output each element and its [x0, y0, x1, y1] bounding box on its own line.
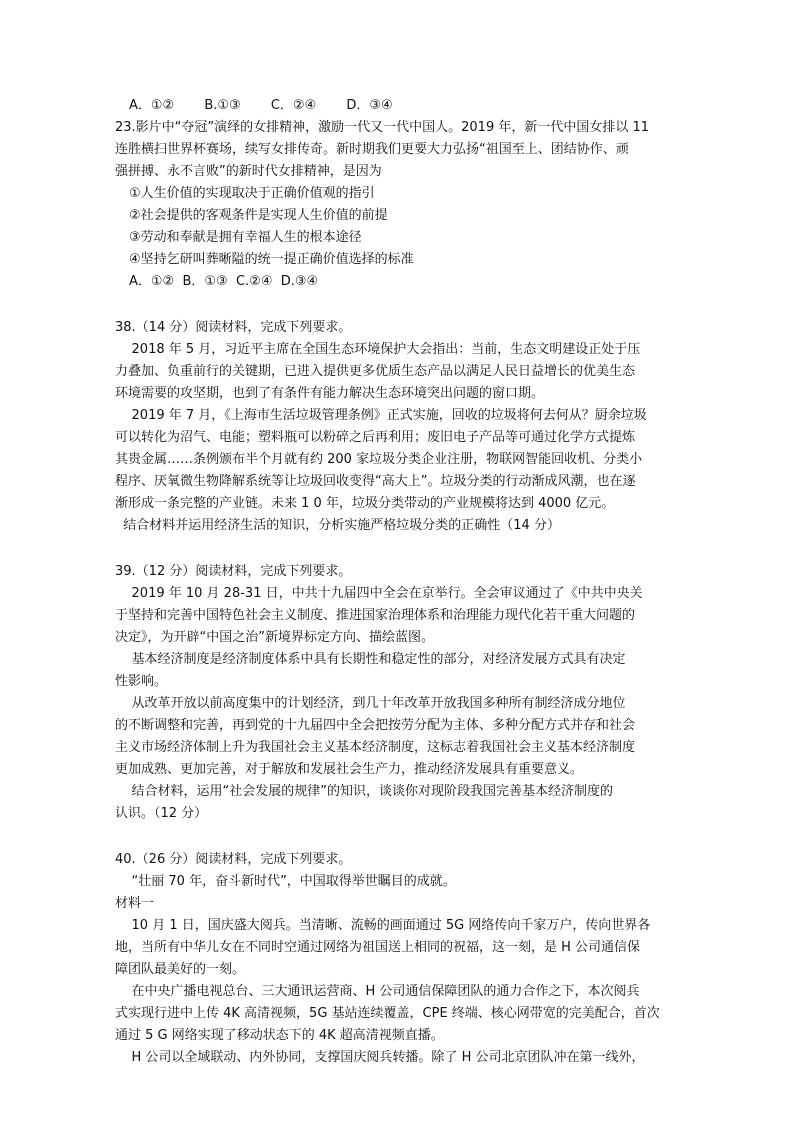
q39-task: 认识。（12 分） — [115, 806, 208, 821]
q40-material-label: 材料一 — [115, 896, 155, 911]
q40-text-line: 通过 5 G 网络实现了移动状态下的 4K 超高清视频直播。 — [115, 1028, 444, 1043]
q39-text-line: 于坚持和完善中国特色社会主义制度、推进国家治理体系和治理能力现代化若干重大问题的 — [115, 608, 636, 623]
exam-page — [115, 95, 685, 1069]
q39-text-line: 2019 年 10 月 28-31 日，中共十九届四中全会在京举行。全会审议通过了《中共中央关 — [115, 586, 643, 601]
q38-text-line: 可以转化为沼气、电能；塑料瓶可以粉碎之后再利用；废旧电子产品等可通过化学方式提炼 — [115, 430, 636, 445]
q23-item: ③劳动和奉献是拥有幸福人生的根本途径 — [129, 230, 362, 245]
q23-stem-line: 强拼搏、永不言败”的新时代女排精神，是因为 — [115, 164, 382, 179]
q40-heading: 40.（26 分）阅读材料，完成下列要求。 — [115, 852, 352, 867]
question-38 — [115, 317, 685, 537]
question-23 — [115, 117, 685, 293]
q39-text-line: 基本经济制度是经济制度体系中具有长期性和稳定性的部分，对经济发展方式具有决定 — [115, 652, 626, 667]
q39-text-line: 主义市场经济体制上升为我国社会主义基本经济制度，这标志着我国社会主义基本经济制度 — [115, 740, 636, 755]
q22-option-b: B.①③ — [204, 98, 241, 113]
q23-stem-line: 连胜横扫世界杯赛场，续写女排传奇。新时期我们更要大力弘扬“祖国至上、团结协作、顽 — [115, 142, 629, 157]
q40-text-line: H 公司以全域联动、内外协同，支撑国庆阅兵转播。除了 H 公司北京团队冲在第一线外， — [115, 1050, 645, 1065]
q38-heading: 38.（14 分）阅读材料，完成下列要求。 — [115, 320, 352, 335]
q38-text-line: 2019 年 7 月，《上海市生活垃圾管理条例》正式实施，回收的垃圾将何去何从？厨余垃圾 — [115, 408, 647, 423]
q22-option-c: C．②④ — [270, 98, 317, 113]
q39-text-line: 从改革开放以前高度集中的计划经济，到几十年改革开放我国多种所有制经济成分地位 — [115, 696, 626, 711]
q22-option-d: D．③④ — [346, 98, 393, 113]
q23-options: A．①② B．①③ C.②④ D.③④ — [129, 274, 319, 289]
q38-task: 结合材料并运用经济生活的知识，分析实施严格垃圾分类的正确性（14 分） — [115, 518, 560, 533]
q38-text-line: 2018 年 5 月，习近平主席在全国生态环境保护大会指出：当前，生态文明建设正处于压 — [115, 342, 641, 357]
q39-text-line: 的不断调整和完善，再到党的十九届四中全会把按劳分配为主体、多种分配方式并存和社会 — [115, 718, 636, 733]
q38-text-line: 渐形成一条完整的产业链。未来 1 0 年，垃圾分类带动的产业规模将达到 4000 亿元。 — [115, 496, 615, 511]
q40-text-line: “壮丽 70 年，奋斗新时代”，中国取得举世瞩目的成就。 — [115, 874, 456, 889]
q38-text-line: 其贵金属……条例颁布半个月就有约 200 家垃圾分类企业注册，物联网智能回收机、分类小 — [115, 452, 643, 467]
q23-stem-line: 23.影片中“夺冠”演绎的女排精神，激励一代又一代中国人。2019 年，新一代中国女排以 11 — [115, 120, 650, 135]
q40-text-line: 在中央广播电视总台、三大通讯运营商、H 公司通信保障团队的通力合作之下，本次阅兵 — [115, 984, 640, 999]
q39-text-line: 性影响。 — [115, 674, 168, 689]
q40-text-line: 障团队最美好的一刻。 — [115, 962, 246, 977]
q23-item: ②社会提供的客观条件是实现人生价值的前提 — [129, 208, 388, 223]
q38-text-line: 程序、厌氧微生物降解系统等让垃圾回收变得“高大上”。垃圾分类的行动渐成风潮，也在逐 — [115, 474, 636, 489]
q22-option-a: A．①② — [129, 98, 175, 113]
q22-options — [115, 95, 685, 117]
q40-text-line: 10 月 1 日，国庆盛大阅兵。当清晰、流畅的画面通过 5G 网络传向千家万户，传向世界各 — [115, 918, 651, 933]
question-39 — [115, 561, 685, 825]
q38-text-line: 环境需要的攻坚期，也到了有条件有能力解决生态环境突出问题的窗口期。 — [115, 386, 545, 401]
q39-task: 结合材料，运用“社会发展的规律”的知识，谈谈你对现阶段我国完善基本经济制度的 — [115, 784, 613, 799]
q38-text-line: 力叠加、负重前行的关键期，已进入提供更多优质生态产品以满足人民日益增长的优美生态 — [115, 364, 636, 379]
q23-item: ④坚持乞研叫葬晰隘的统一提正确价值选择的标准 — [129, 252, 414, 267]
question-40 — [115, 849, 685, 1069]
q40-text-line: 地，当所有中华儿女在不同时空通过网络为祖国送上相同的祝福，这一刻，是 H 公司通信保 — [115, 940, 641, 955]
q39-text-line: 更加成熟、更加完善，对于解放和发展社会生产力，推动经济发展具有重要意义。 — [115, 762, 584, 777]
q23-item: ①人生价值的实现取决于正确价值观的指引 — [129, 186, 375, 201]
q39-heading: 39.（12 分）阅读材料，完成下列要求。 — [115, 564, 352, 579]
q40-text-line: 式实现行进中上传 4K 高清视频，5G 基站连续覆盖，CPE 终端、核心网带宽的完美配合，首次 — [115, 1006, 660, 1021]
q39-text-line: 决定》，为开辟“中国之治”新境界标定方向、描绘蓝图。 — [115, 630, 434, 645]
